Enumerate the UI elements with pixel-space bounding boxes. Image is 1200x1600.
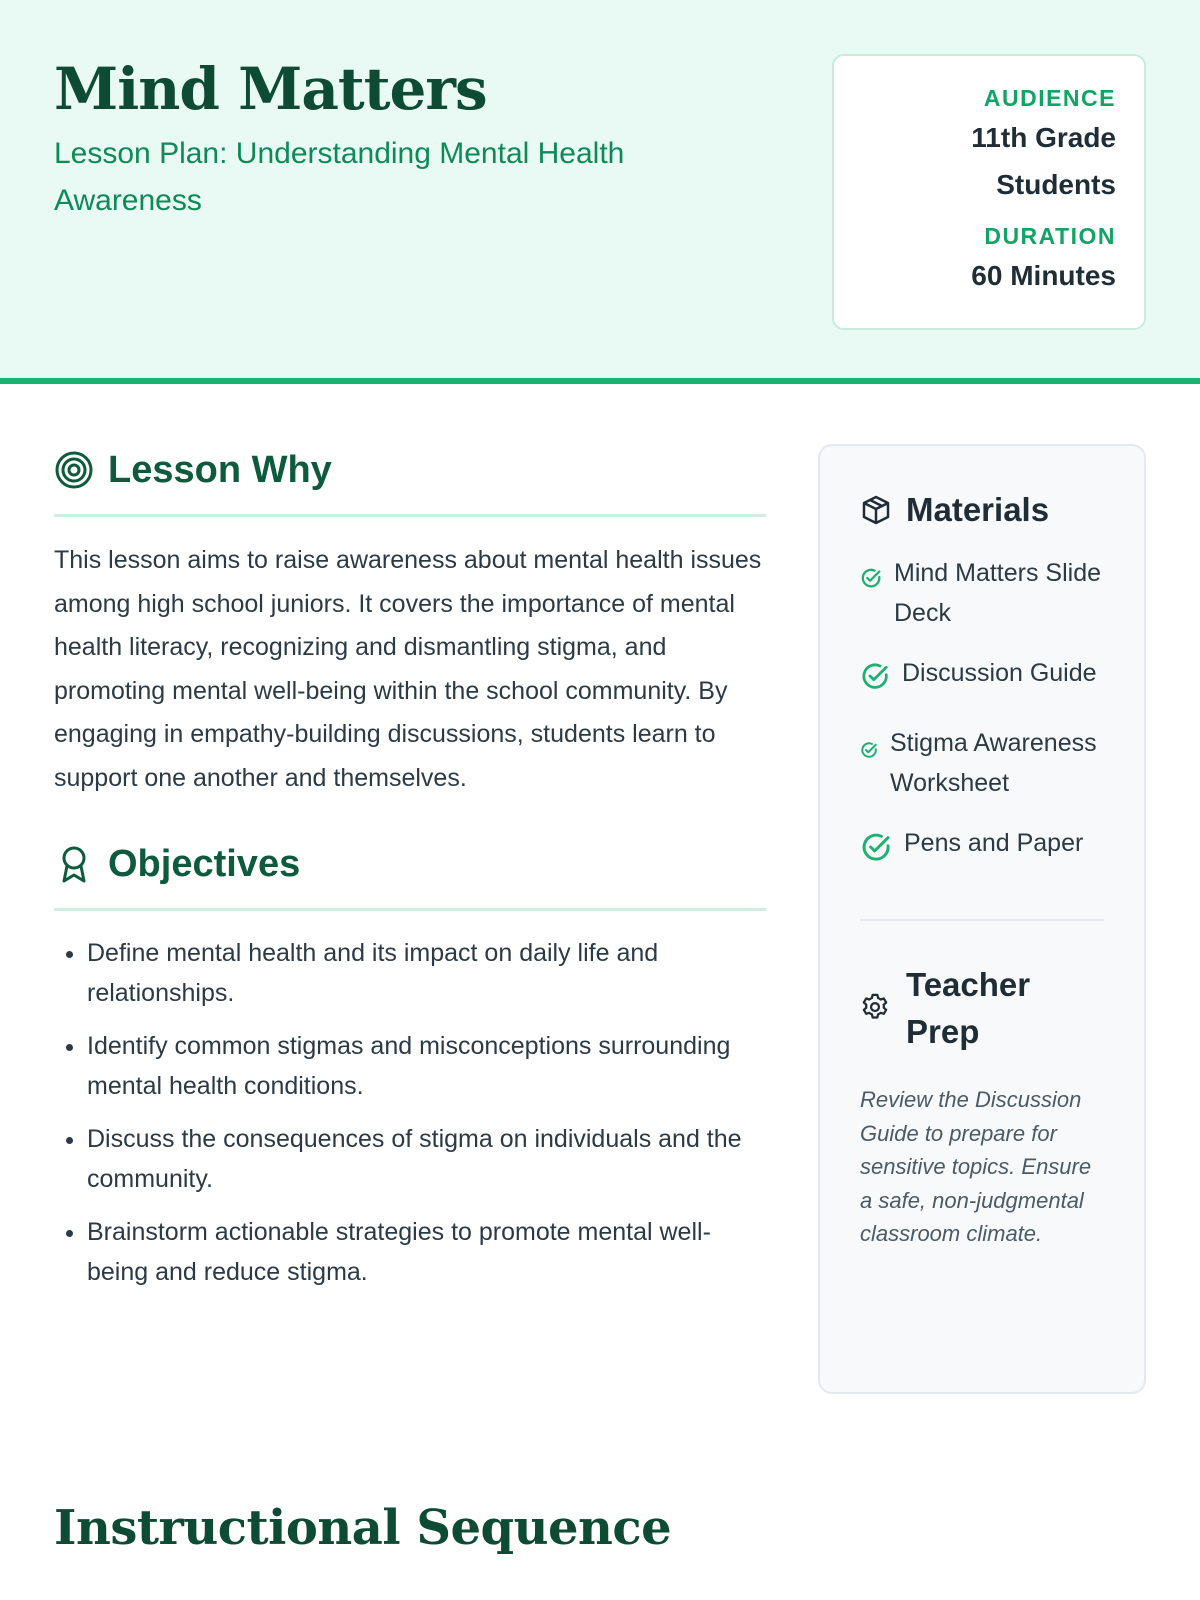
duration-label: DURATION xyxy=(984,223,1116,249)
lesson-header xyxy=(0,0,1200,384)
list-item: • Discuss the consequences of stigma on individuals and the community. xyxy=(87,1119,766,1199)
objectives-section xyxy=(54,834,766,1292)
gear-icon xyxy=(860,992,892,1024)
lesson-why-heading: Lesson Why xyxy=(108,448,332,491)
materials-list xyxy=(860,553,1104,875)
list-item: • Brainstorm actionable strategies to promote mental well-being and reduce stigma. xyxy=(87,1212,766,1292)
objectives-heading: Objectives xyxy=(108,842,301,885)
teacher-prep-header xyxy=(860,961,1104,1055)
audience-value-line2: Students xyxy=(996,169,1116,200)
material-label: Pens and Paper xyxy=(904,829,1084,857)
objectives-header xyxy=(54,834,766,911)
check-circle-icon xyxy=(860,561,882,601)
award-icon xyxy=(54,844,94,884)
materials-heading: Materials xyxy=(906,491,1050,528)
instructional-sequence-heading: Instructional Sequence xyxy=(54,1500,672,1556)
list-item xyxy=(860,823,1104,875)
material-label: Stigma Awareness Worksheet xyxy=(890,729,1097,797)
audience-label: AUDIENCE xyxy=(983,85,1116,111)
objectives-list xyxy=(54,933,766,1292)
sidebar-divider xyxy=(860,919,1104,921)
list-item: • Identify common stigmas and misconceptions surrounding mental health conditions. xyxy=(87,1026,766,1106)
material-label: Mind Matters Slide Deck xyxy=(894,559,1102,627)
duration-value: 60 Minutes xyxy=(971,260,1116,291)
teacher-prep-heading: Teacher Prep xyxy=(906,966,1031,1050)
lesson-why-section xyxy=(54,440,766,800)
package-icon xyxy=(860,494,892,526)
main-content xyxy=(54,440,766,1305)
list-item xyxy=(860,653,1104,703)
target-icon xyxy=(54,450,94,490)
list-item xyxy=(860,723,1104,803)
list-item xyxy=(860,553,1104,633)
audience-value-line1: 11th Grade xyxy=(971,122,1116,153)
check-circle-icon xyxy=(860,661,890,703)
teacher-prep-text: Review the Discussion Guide to prepare for sensitive topics. Ensure a safe, non-judgmental classroom climate. xyxy=(860,1087,1092,1246)
check-circle-icon xyxy=(860,731,878,771)
lesson-meta-card xyxy=(832,54,1146,330)
lesson-why-header xyxy=(54,440,766,517)
page-title: Mind Matters xyxy=(54,55,487,123)
list-item: • Define mental health and its impact on daily life and relationships. xyxy=(87,933,766,1013)
material-label: Discussion Guide xyxy=(902,659,1097,687)
check-circle-icon xyxy=(860,831,892,875)
sidebar-card xyxy=(818,444,1146,1394)
lesson-why-text: This lesson aims to raise awareness about mental health issues among high school juniors. It covers the importance of mental health literacy, recognizing and dismantling stigma, and promoting mental well-being within the school community. By engaging in empathy-building discussions, students learn to support one another and themselves. xyxy=(54,546,762,792)
materials-header xyxy=(860,486,1104,533)
page-subtitle: Lesson Plan: Understanding Mental Health Awareness xyxy=(54,137,625,217)
